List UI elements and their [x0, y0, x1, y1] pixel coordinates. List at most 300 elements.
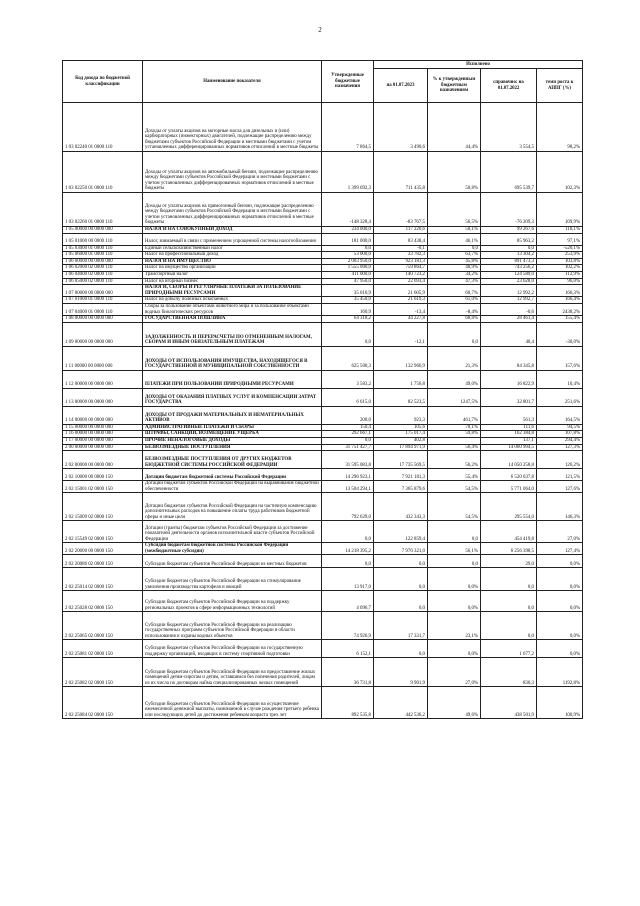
table-row — [63, 591, 583, 612]
row-growth: 96,0% — [537, 278, 583, 285]
row-name: Субсидии бюджетам субъектов Российской Федерации на предоставление жилых помещений детям-сиротам и детям, оставшимся без попечения родителей, лицам из их числа по договорам найма специализированных жилых помещений — [143, 658, 322, 687]
row-reference: 99 267,6 — [481, 227, 537, 234]
row-growth: 0,0% — [537, 612, 583, 640]
row-code: 1 03 02250 01 0000 110 — [63, 152, 143, 193]
row-reference: 891 473,3 — [481, 258, 537, 265]
row-percent: 23,1% — [428, 612, 481, 640]
row-percent: 461,7% — [428, 406, 481, 424]
row-approved: 74 926,9 — [322, 612, 374, 640]
row-approved: 150,4 — [322, 424, 374, 431]
row-growth: 126,2% — [537, 451, 583, 469]
row-growth: 118,1% — [537, 227, 583, 234]
row-executed: 759 864,7 — [374, 265, 428, 272]
row-reference: 1 677,2 — [481, 640, 537, 658]
table-row — [63, 265, 583, 272]
row-name: Доходы от уплаты акцизов на моторные масла для дизельных и (или) карбюраторных (инжекторных) двигателей, подлежащие распределению между бюджетами субъектов Российской Федерации и местными бюджетами с учетом установленных дифференцированных нормативов отчислений в местные бюджеты — [143, 103, 322, 152]
row-growth: -30,0% — [537, 322, 583, 346]
row-name: ЗАДОЛЖЕННОСТЬ И ПЕРЕРАСЧЕТЫ ПО ОТМЕНЕННЫМ НАЛОГАМ, СБОРАМ И ИНЫМ ОБЯЗАТЕЛЬНЫМ ПЛАТЕЖАМ — [143, 322, 322, 346]
row-percent: 50,8% — [428, 152, 481, 193]
row-percent: 0,0 — [428, 521, 481, 543]
row-approved: 1 399 692,3 — [322, 152, 374, 193]
header-percent: % к утвержденным бюджетным назначениям — [428, 69, 481, 103]
row-growth: 251,6% — [537, 388, 583, 406]
row-growth: 121,5% — [537, 469, 583, 481]
row-code: 2 02 25082 02 0000 150 — [63, 658, 143, 687]
row-reference: 695 539,7 — [481, 152, 537, 193]
row-reference: 3 554,5 — [481, 103, 537, 152]
row-growth: 155,4% — [537, 316, 583, 323]
row-code: 1 06 05000 02 0000 110 — [63, 278, 143, 285]
row-reference: 0,0 — [481, 568, 537, 591]
row-code: 2 02 20000 00 0000 150 — [63, 543, 143, 555]
row-growth: 100,9% — [537, 687, 583, 719]
row-code: 2 02 25014 02 0000 150 — [63, 568, 143, 591]
row-executed: 22 693,4 — [374, 278, 428, 285]
table-row — [63, 568, 583, 591]
row-reference: 137,1 — [481, 437, 537, 444]
row-growth: 107,8% — [537, 431, 583, 438]
row-code: 1 07 01000 01 0000 110 — [63, 297, 143, 304]
row-name: БЕЗВОЗМЕЗДНЫЕ ПОСТУПЛЕНИЯ — [143, 444, 322, 451]
header-name: Наименование показателя — [143, 61, 322, 103]
row-name: Дотации бюджетам субъектов Российской Федерации на выравнивание бюджетной обеспеченности — [143, 481, 322, 493]
row-code: 1 03 02260 01 0000 110 — [63, 193, 143, 227]
row-percent: 60,7% — [428, 285, 481, 297]
table-row — [63, 431, 583, 438]
row-name: Доходы от уплаты акцизов на прямогонный бензин, подлежащие распределению между бюджетами субъектов Российской Федерации и местными бюджетами с учетом установленных дифференцированных нормативов отчислений в местные бюджеты — [143, 193, 322, 227]
row-name: АДМИНИСТРАТИВНЫЕ ПЛАТЕЖИ И СБОРЫ — [143, 424, 322, 431]
row-approved: 4 096,7 — [322, 591, 374, 612]
row-growth: 127,6% — [537, 481, 583, 493]
row-name: Транспортный налог — [143, 271, 322, 278]
row-name: БЕЗВОЗМЕЗДНЫЕ ПОСТУПЛЕНИЯ ОТ ДРУГИХ БЮДЖЕТОВ БЮДЖЕТНОЙ СИСТЕМЫ РОССИЙСКОЙ ФЕДЕРАЦИИ — [143, 451, 322, 469]
row-approved: 35 450,0 — [322, 297, 374, 304]
row-percent: 68,8% — [428, 316, 481, 323]
row-code: 1 08 00000 00 0000 000 — [63, 316, 143, 323]
row-approved: 3 583,2 — [322, 370, 374, 388]
row-approved: 64 318,2 — [322, 316, 374, 323]
row-code: 1 09 00000 00 0000 000 — [63, 322, 143, 346]
row-approved: 0,0 — [322, 555, 374, 568]
row-approved: 892 535,8 — [322, 687, 374, 719]
row-executed: -13,4 — [374, 303, 428, 315]
table-row — [63, 493, 583, 521]
row-code: 2 02 00000 00 0000 000 — [63, 451, 143, 469]
row-percent: 50,1% — [428, 227, 481, 234]
row-code: 1 15 00000 00 0000 000 — [63, 424, 143, 431]
row-executed: 132 966,9 — [374, 346, 428, 370]
row-approved: 160,9 — [322, 303, 374, 315]
row-approved: 6 152,1 — [322, 640, 374, 658]
row-growth: 127,4% — [537, 543, 583, 555]
row-name: Субсидии бюджетам субъектов Российской Федерации на реализацию государственных программ субъектов Российской Федерации в области использования и охраны водных объектов — [143, 612, 322, 640]
row-reference: 0,0 — [481, 591, 537, 612]
row-percent: 0,0% — [428, 640, 481, 658]
row-executed: 0,0 — [374, 640, 428, 658]
row-growth: 112,9% — [537, 271, 583, 278]
row-percent: 27,0% — [428, 658, 481, 687]
table-row — [63, 444, 583, 451]
table-row — [63, 227, 583, 234]
table-body — [63, 103, 583, 719]
row-reference: 14 060 994,5 — [481, 444, 537, 451]
row-executed: 0,0 — [374, 568, 428, 591]
row-executed: 17 331,7 — [374, 612, 428, 640]
row-approved: 31 751 427,7 — [322, 444, 374, 451]
row-percent: 46,1% — [428, 233, 481, 245]
row-approved: 53 000,0 — [322, 252, 374, 259]
row-approved: 7 864,5 — [322, 103, 374, 152]
revenue-table — [62, 60, 583, 719]
table-row — [63, 640, 583, 658]
row-code: 2 02 15001 02 0000 150 — [63, 481, 143, 493]
row-code: 1 07 04000 01 0000 110 — [63, 303, 143, 315]
row-percent: 0,0 — [428, 245, 481, 252]
row-growth: 102,3% — [537, 152, 583, 193]
row-percent: 56,1% — [428, 543, 481, 555]
row-name: ДОХОДЫ ОТ ПРОДАЖИ МАТЕРИАЛЬНЫХ И НЕМАТЕРИАЛЬНЫХ АКТИВОВ — [143, 406, 322, 424]
row-code: 1 16 00000 00 0000 000 — [63, 431, 143, 438]
row-code: 2 02 15549 02 0000 150 — [63, 521, 143, 543]
row-reference: 124 589,0 — [481, 271, 537, 278]
table-row — [63, 193, 583, 227]
table-row — [63, 285, 583, 297]
header-growth: темп роста к АППГ (%) — [537, 69, 583, 103]
row-percent: 47,3% — [428, 278, 481, 285]
row-code: 1 07 00000 00 0000 000 — [63, 285, 143, 297]
row-percent: 0,0% — [428, 568, 481, 591]
row-percent: 0,0 — [428, 322, 481, 346]
row-approved: 13 917,0 — [322, 568, 374, 591]
header-approved: Утвержденные бюджетные назначения — [322, 61, 374, 103]
table-row — [63, 543, 583, 555]
row-percent: 70,1% — [428, 424, 481, 431]
table-row — [63, 612, 583, 640]
row-executed: 432 343,3 — [374, 493, 428, 521]
page-number: 2 — [318, 26, 322, 34]
row-growth: 0,0% — [537, 555, 583, 568]
row-approved: 200,0 — [322, 406, 374, 424]
row-executed: 402,8 — [374, 437, 428, 444]
table-row — [63, 278, 583, 285]
row-code: 1 06 00000 00 0000 000 — [63, 258, 143, 265]
row-approved: 14 218 395,2 — [322, 543, 374, 555]
row-reference: 561,3 — [481, 406, 537, 424]
row-growth: 97,1% — [537, 233, 583, 245]
row-code: 1 06 02000 02 0000 110 — [63, 265, 143, 272]
row-growth: 94,5% — [537, 424, 583, 431]
row-reference: 32 801,7 — [481, 388, 537, 406]
row-executed: 711 435,8 — [374, 152, 428, 193]
row-reference: 28 461,4 — [481, 316, 537, 323]
row-reference: 830,3 — [481, 658, 537, 687]
row-executed: -12,1 — [374, 322, 428, 346]
table-row — [63, 303, 583, 315]
table-row — [63, 481, 583, 493]
row-code: 2 00 00000 00 0000 000 — [63, 444, 143, 451]
table-row — [63, 233, 583, 245]
row-growth: 103,8% — [537, 258, 583, 265]
table-row — [63, 103, 583, 152]
row-name: Налог, взимаемый в связи с применением упрощенной системы налогообложения — [143, 233, 322, 245]
row-percent: 56,2% — [428, 451, 481, 469]
header-code: Код дохода по бюджетной классификации — [63, 61, 143, 103]
row-reference: 0,0 — [481, 245, 537, 252]
table-row — [63, 245, 583, 252]
row-code: 2 02 20086 02 0000 150 — [63, 555, 143, 568]
row-percent: 49,6% — [428, 687, 481, 719]
row-growth: 253,9% — [537, 252, 583, 259]
row-name: Налог на игорный бизнес — [143, 278, 322, 285]
row-executed: 3 490,6 — [374, 103, 428, 152]
row-name: Субсидии бюджетам субъектов Российской Федерации на стимулирование увеличения производства картофеля и овощей — [143, 568, 322, 591]
row-approved: 31 595 083,8 — [322, 451, 374, 469]
row-name: ПРОЧИЕ НЕНАЛОГОВЫЕ ДОХОДЫ — [143, 437, 322, 444]
row-executed: 17 894 971,9 — [374, 444, 428, 451]
row-executed: 33 782,3 — [374, 252, 428, 259]
row-reference: 111,6 — [481, 424, 537, 431]
row-code: 2 02 10000 00 0000 150 — [63, 469, 143, 481]
row-percent: 34,2% — [428, 271, 481, 278]
row-executed: 21 619,3 — [374, 297, 428, 304]
row-code: 1 05 06000 01 0000 110 — [63, 252, 143, 259]
table-row — [63, 316, 583, 323]
row-executed: 7 921 181,3 — [374, 469, 428, 481]
row-code: 2 02 25084 02 0000 150 — [63, 687, 143, 719]
row-growth: 102,2% — [537, 265, 583, 272]
row-code: 1 05 03000 01 0000 110 — [63, 245, 143, 252]
row-code: 1 14 00000 00 0000 000 — [63, 406, 143, 424]
row-executed: 442 536,2 — [374, 687, 428, 719]
row-growth: 10,4% — [537, 370, 583, 388]
table-row — [63, 555, 583, 568]
row-reference: 14 050 258,8 — [481, 451, 537, 469]
row-executed: 0,0 — [374, 591, 428, 612]
row-reference: 12 992,2 — [481, 285, 537, 297]
table-row — [63, 469, 583, 481]
row-executed: 140 723,2 — [374, 271, 428, 278]
row-approved: 47 950,0 — [322, 278, 374, 285]
row-name: Субсидии бюджетам бюджетной системы Российской Федерации (межбюджетные субсидии) — [143, 543, 322, 555]
row-approved: 6 615,0 — [322, 388, 374, 406]
row-name: ПЛАТЕЖИ ПРИ ПОЛЬЗОВАНИИ ПРИРОДНЫМИ РЕСУРСАМИ — [143, 370, 322, 388]
row-name: ДОХОДЫ ОТ ИСПОЛЬЗОВАНИЯ ИМУЩЕСТВА, НАХОДЯЩЕГОСЯ В ГОСУДАРСТВЕННОЙ И МУНИЦИПАЛЬНОЙ СОБСТВЕННОСТИ — [143, 346, 322, 370]
row-approved: 35 610,9 — [322, 285, 374, 297]
table-row — [63, 406, 583, 424]
row-name: НАЛОГИ НА СОВОКУПНЫЙ ДОХОД — [143, 227, 322, 234]
row-code: 2 02 25028 02 0000 150 — [63, 591, 143, 612]
row-growth: -520,1% — [537, 245, 583, 252]
table-row — [63, 271, 583, 278]
row-reference: 23 628,0 — [481, 278, 537, 285]
table-row — [63, 687, 583, 719]
row-executed: -0,1 — [374, 245, 428, 252]
table-row — [63, 297, 583, 304]
table-row — [63, 388, 583, 406]
row-growth: 98,2% — [537, 103, 583, 152]
table-row — [63, 658, 583, 687]
row-percent: 0,0% — [428, 591, 481, 612]
row-growth: 166,3% — [537, 285, 583, 297]
row-name: Субсидии бюджетам субъектов Российской Федерации из местных бюджетов — [143, 555, 322, 568]
row-growth: 1192,8% — [537, 658, 583, 687]
row-name: Дотации бюджетам бюджетной системы Российской Федерации — [143, 469, 322, 481]
header-at-date: на 01.07.2023 — [374, 69, 428, 103]
row-percent: 1247,5% — [428, 388, 481, 406]
row-executed: 1 756,8 — [374, 370, 428, 388]
row-percent: 59,8% — [428, 431, 481, 438]
row-growth: 146,3% — [537, 493, 583, 521]
table-row — [63, 521, 583, 543]
table-row — [63, 370, 583, 388]
row-code: 1 12 00000 00 0000 000 — [63, 370, 143, 388]
row-growth: 294,4% — [537, 437, 583, 444]
row-reference: 6 520 037,8 — [481, 469, 537, 481]
row-name: Субсидии бюджетам субъектов Российской Федерации на поддержку региональных проектов в сфере информационных технологий — [143, 591, 322, 612]
row-name: НАЛОГИ, СБОРЫ И РЕГУЛЯРНЫЕ ПЛАТЕЖИ ЗА ПОЛЬЗОВАНИЕ ПРИРОДНЫМИ РЕСУРСАМИ — [143, 285, 322, 297]
row-executed: 21 605,9 — [374, 285, 428, 297]
row-code: 2 02 15009 02 0000 150 — [63, 493, 143, 521]
row-percent: 21,3% — [428, 346, 481, 370]
row-growth: 157,6% — [537, 346, 583, 370]
row-approved: 181 000,0 — [322, 233, 374, 245]
row-name: Налог на профессиональный доход — [143, 252, 322, 259]
row-code: 1 13 00000 00 0000 000 — [63, 388, 143, 406]
row-executed: 117 220,6 — [374, 227, 428, 234]
row-reference: 6 256 398,5 — [481, 543, 537, 555]
row-percent: 55,4% — [428, 469, 481, 481]
row-executed: -83 767,5 — [374, 193, 428, 227]
row-executed: 175 017,4 — [374, 431, 428, 438]
row-approved: -148 328,4 — [322, 193, 374, 227]
row-growth: 127,3% — [537, 444, 583, 451]
row-executed: 7 970 321,0 — [374, 543, 428, 555]
table-row — [63, 252, 583, 259]
table-row — [63, 258, 583, 265]
row-code: 1 06 04000 02 0000 110 — [63, 271, 143, 278]
row-reference: 162 384,8 — [481, 431, 537, 438]
row-growth: 0,0% — [537, 568, 583, 591]
row-executed: 105,6 — [374, 424, 428, 431]
row-reference: 13 304,2 — [481, 252, 537, 259]
row-growth: 164,5% — [537, 406, 583, 424]
row-reference: 29,0 — [481, 555, 537, 568]
row-name: Субсидии бюджетам субъектов Российской Федерации на государственную поддержку организаций, входящих в систему спортивной подготовки — [143, 640, 322, 658]
row-executed: 122 859,4 — [374, 521, 428, 543]
row-name: НАЛОГИ НА ИМУЩЕСТВО — [143, 258, 322, 265]
row-growth: 2438,2% — [537, 303, 583, 315]
header-reference: справочно: на 01.07.2022 — [481, 69, 537, 103]
row-approved: 0,0 — [322, 322, 374, 346]
row-approved: 0,0 — [322, 437, 374, 444]
row-growth: 109,9% — [537, 193, 583, 227]
row-executed: 44 227,8 — [374, 316, 428, 323]
row-percent: 48,9% — [428, 265, 481, 272]
row-executed: 7 365 879,6 — [374, 481, 428, 493]
row-growth: 27,0% — [537, 521, 583, 543]
row-code: 1 05 01000 00 0000 110 — [63, 233, 143, 245]
row-code: 1 03 02240 01 0000 110 — [63, 103, 143, 152]
row-percent: 49,0% — [428, 370, 481, 388]
row-reference: 5 771 064,0 — [481, 481, 537, 493]
row-name: ГОСУДАРСТВЕННАЯ ПОШЛИНА — [143, 316, 322, 323]
row-name: Сборы за пользование объектами животного мира и за пользование объектами водных биологических ресурсов — [143, 303, 322, 315]
row-reference: 0,0 — [481, 612, 537, 640]
table-row — [63, 322, 583, 346]
row-code: 1 11 00000 00 0000 000 — [63, 346, 143, 370]
row-name: Субсидии бюджетам субъектов Российской Федерации на осуществление ежемесячной денежной выплаты, назначаемой в случае рождения третьего ребенка или последующих детей до достижения ребенком возраста трех лет — [143, 687, 322, 719]
row-percent: 54,5% — [428, 493, 481, 521]
table-header — [63, 61, 583, 103]
row-code: 1 05 00000 00 0000 000 — [63, 227, 143, 234]
row-approved: 0,0 — [322, 521, 374, 543]
row-approved: 13 504 294,1 — [322, 481, 374, 493]
table-row — [63, 437, 583, 444]
row-reference: 295 554,0 — [481, 493, 537, 521]
row-growth: 0,0% — [537, 591, 583, 612]
row-reference: 743 256,2 — [481, 265, 537, 272]
table-row — [63, 451, 583, 469]
row-approved: 625 500,3 — [322, 346, 374, 370]
row-name: ДОХОДЫ ОТ ОКАЗАНИЯ ПЛАТНЫХ УСЛУГ И КОМПЕНСАЦИИ ЗАТРАТ ГОСУДАРСТВА — [143, 388, 322, 406]
row-reference: 84 345,8 — [481, 346, 537, 370]
row-name: Дотации бюджетам субъектов Российской Федерации на частичную компенсацию дополнительных расходов на повышение оплаты труда работников бюджетной сферы и иные цели — [143, 493, 322, 521]
row-name: ШТРАФЫ, САНКЦИИ, ВОЗМЕЩЕНИЕ УЩЕРБА — [143, 431, 322, 438]
row-executed: 83 438,4 — [374, 233, 428, 245]
table-row — [63, 424, 583, 431]
row-percent: 0,0 — [428, 555, 481, 568]
row-growth: 166,4% — [537, 297, 583, 304]
row-reference: 12 992,7 — [481, 297, 537, 304]
row-executed: 82 523,5 — [374, 388, 428, 406]
row-approved: 411 000,0 — [322, 271, 374, 278]
row-reference: 40,4 — [481, 322, 537, 346]
row-approved: 14 296 923,1 — [322, 469, 374, 481]
row-reference: 85 963,2 — [481, 233, 537, 245]
row-percent: 61,0% — [428, 297, 481, 304]
row-reference: 16 822,9 — [481, 370, 537, 388]
row-reference: -76 209,3 — [481, 193, 537, 227]
row-executed: 923 181,3 — [374, 258, 428, 265]
table-row — [63, 152, 583, 193]
row-executed: 9 901,9 — [374, 658, 428, 687]
row-code: 1 17 00000 00 0000 000 — [63, 437, 143, 444]
row-growth: 0,0% — [537, 640, 583, 658]
row-executed: 0,0 — [374, 555, 428, 568]
row-reference: 454 419,8 — [481, 521, 537, 543]
row-percent: 44,4% — [428, 103, 481, 152]
row-percent: 45,8% — [428, 258, 481, 265]
row-percent — [428, 437, 481, 444]
row-percent: 56,4% — [428, 444, 481, 451]
row-approved: 792 629,0 — [322, 493, 374, 521]
row-name: Налог на имущество организаций — [143, 265, 322, 272]
row-code: 2 02 25065 02 0000 150 — [63, 612, 143, 640]
row-name: Дотации (гранты) бюджетам субъектов Российской Федерации за достижение показателей деятельности органов исполнительной власти субъектов Российской Федерации — [143, 521, 322, 543]
row-executed: 17 735 569,5 — [374, 451, 428, 469]
row-approved: 292 667,1 — [322, 431, 374, 438]
row-reference: 438 501,9 — [481, 687, 537, 719]
row-approved: 234 000,0 — [322, 227, 374, 234]
row-name: Налог на добычу полезных ископаемых — [143, 297, 322, 304]
row-percent: -8,4% — [428, 303, 481, 315]
row-approved: 0,0 — [322, 245, 374, 252]
row-percent: 63,7% — [428, 252, 481, 259]
row-executed: 923,3 — [374, 406, 428, 424]
row-percent: 54,5% — [428, 481, 481, 493]
row-name: Доходы от уплаты акцизов на автомобильный бензин, подлежащие распределению между бюджетами субъектов Российской Федерации и местными бюджетами с учетом установленных дифференцированных нормативов отчислений в местные бюджеты — [143, 152, 322, 193]
header-execution-group: Исполнено — [374, 61, 583, 69]
